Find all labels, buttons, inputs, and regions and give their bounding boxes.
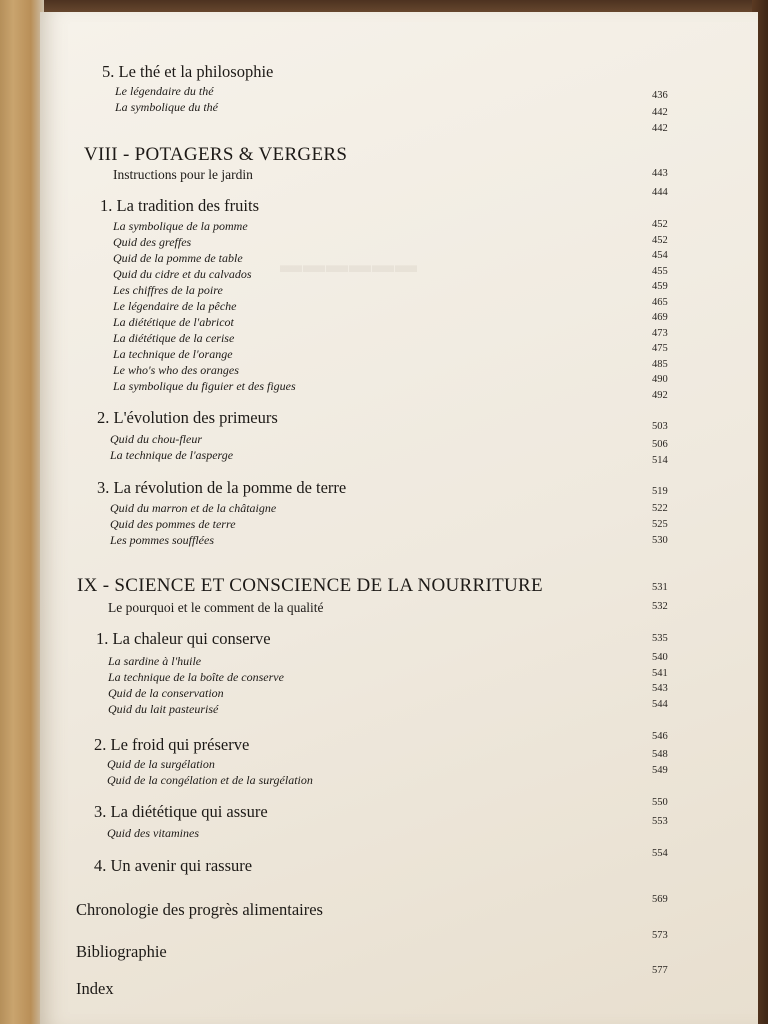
page-number: 443 <box>652 168 668 179</box>
page-number: 577 <box>652 965 668 976</box>
toc-subentry[interactable]: La technique de la boîte de conserve <box>108 670 284 684</box>
page-number: 532 <box>652 601 668 612</box>
page-number: 506 <box>652 439 668 450</box>
page-number: 452 <box>652 235 668 246</box>
page-number: 465 <box>652 297 668 308</box>
page-number: 455 <box>652 266 668 277</box>
page-number: 546 <box>652 731 668 742</box>
page-number: 469 <box>652 312 668 323</box>
toc-subentry[interactable]: Quid des vitamines <box>107 826 199 840</box>
show-through-text: ▬▬▬▬▬▬ <box>280 252 418 277</box>
page-number: 573 <box>652 930 668 941</box>
page-number: 525 <box>652 519 668 530</box>
toc-back-matter[interactable]: Bibliographie <box>76 942 167 961</box>
toc-part-title[interactable]: VIII - POTAGERS & VERGERS <box>84 144 348 165</box>
toc-chapter[interactable]: 3. La diététique qui assure <box>94 802 268 821</box>
toc-chapter[interactable]: 5. Le thé et la philosophie <box>102 62 274 81</box>
page-number: 544 <box>652 699 668 710</box>
toc-subentry[interactable]: Quid des pommes de terre <box>110 517 236 531</box>
toc-subentry[interactable]: La symbolique de la pomme <box>113 219 248 233</box>
toc-back-matter[interactable]: Chronologie des progrès alimentaires <box>76 900 323 919</box>
toc-chapter[interactable]: 1. La chaleur qui conserve <box>96 629 271 648</box>
toc-chapter[interactable]: 2. L'évolution des primeurs <box>97 408 278 427</box>
toc-chapter[interactable]: 2. Le froid qui préserve <box>94 735 250 754</box>
toc-part-intro[interactable]: Instructions pour le jardin <box>113 167 253 182</box>
page-number: 549 <box>652 765 668 776</box>
page-number: 473 <box>652 328 668 339</box>
page-number: 535 <box>652 633 668 644</box>
page-number: 475 <box>652 343 668 354</box>
toc-subentry[interactable]: La symbolique du thé <box>115 100 218 114</box>
page-number: 522 <box>652 503 668 514</box>
toc-subentry[interactable]: Le who's who des oranges <box>113 363 239 377</box>
page-number: 530 <box>652 535 668 546</box>
page-number: 492 <box>652 390 668 401</box>
toc-subentry[interactable]: La diététique de l'abricot <box>113 315 234 329</box>
toc-subentry[interactable]: Quid de la congélation et de la surgélation <box>107 773 313 787</box>
toc-subentry[interactable]: Quid du marron et de la châtaigne <box>110 501 277 515</box>
toc-subentry[interactable]: Les pommes soufflées <box>110 533 214 547</box>
page-number: 531 <box>652 582 668 593</box>
book-spine-gutter <box>0 0 44 1024</box>
toc-subentry[interactable]: La sardine à l'huile <box>108 654 202 668</box>
page-number: 459 <box>652 281 668 292</box>
toc-subentry[interactable]: Quid de la surgélation <box>107 757 215 771</box>
page-number: 514 <box>652 455 668 466</box>
toc-part-title[interactable]: IX - SCIENCE ET CONSCIENCE DE LA NOURRITURE <box>77 575 543 596</box>
toc-subentry[interactable]: La technique de l'asperge <box>110 448 234 462</box>
page-number: 554 <box>652 848 668 859</box>
page-number: 485 <box>652 359 668 370</box>
toc-subentry[interactable]: Quid de la conservation <box>108 686 224 700</box>
toc-subentry[interactable]: Les chiffres de la poire <box>113 283 223 297</box>
toc-subentry[interactable]: Quid du chou-fleur <box>110 432 202 446</box>
toc-subentry[interactable]: La symbolique du figuier et des figues <box>113 379 296 393</box>
page-number: 553 <box>652 816 668 827</box>
page-number: 543 <box>652 683 668 694</box>
page-number: 452 <box>652 219 668 230</box>
page-number: 442 <box>652 107 668 118</box>
toc-chapter[interactable]: 3. La révolution de la pomme de terre <box>97 478 347 497</box>
page-number: 548 <box>652 749 668 760</box>
toc-subentry[interactable]: Le légendaire de la pêche <box>113 299 237 313</box>
page-number: 454 <box>652 250 668 261</box>
toc-subentry[interactable]: Quid des greffes <box>113 235 192 249</box>
toc-back-matter[interactable]: Index <box>76 979 114 998</box>
toc-subentry[interactable]: Quid du cidre et du calvados <box>113 267 252 281</box>
page-number: 436 <box>652 90 668 101</box>
toc-subentry[interactable]: La technique de l'orange <box>113 347 233 361</box>
page-number: 444 <box>652 187 668 198</box>
toc-chapter[interactable]: 1. La tradition des fruits <box>100 196 260 215</box>
toc-subentry[interactable]: Quid du lait pasteurisé <box>108 702 219 716</box>
toc-subentry[interactable]: La diététique de la cerise <box>113 331 235 345</box>
toc-part-intro[interactable]: Le pourquoi et le comment de la qualité <box>108 600 324 615</box>
page-number: 442 <box>652 123 668 134</box>
page-number: 550 <box>652 797 668 808</box>
page-number: 490 <box>652 374 668 385</box>
toc-subentry[interactable]: Quid de la pomme de table <box>113 251 243 265</box>
page-number: 519 <box>652 486 668 497</box>
toc-subentry[interactable]: Le légendaire du thé <box>115 84 214 98</box>
toc-chapter[interactable]: 4. Un avenir qui rassure <box>94 856 253 875</box>
page-number: 503 <box>652 421 668 432</box>
page-number: 541 <box>652 668 668 679</box>
page-number: 569 <box>652 894 668 905</box>
book-page <box>40 12 758 1024</box>
page-number: 540 <box>652 652 668 663</box>
